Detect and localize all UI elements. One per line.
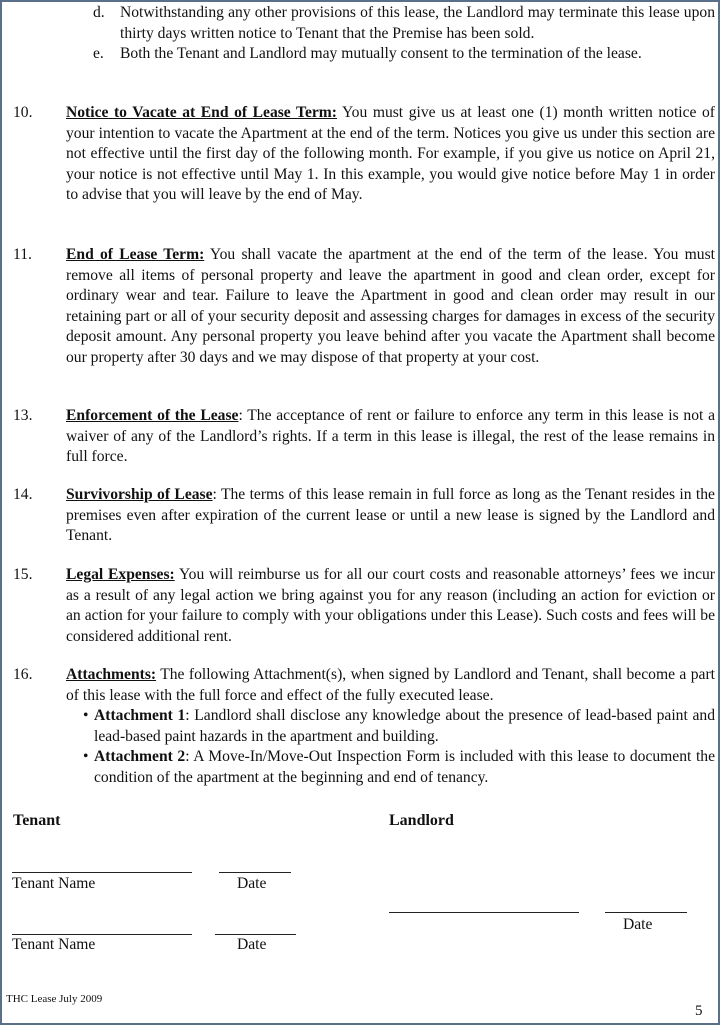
section-11 [13, 245, 715, 368]
footer-text: THC Lease July 2009 [6, 993, 103, 1005]
date-label: Date [237, 936, 267, 953]
section-10 [13, 103, 715, 206]
tenant-signature-line-1[interactable] [12, 872, 192, 873]
attachment-name: Attachment 2 [94, 748, 186, 765]
section-text: You must give us at least one (1) month written notice of your intention to vacate the Apartment at the end of the term. Notices you give us under this section are not effective until the first day of the following month. For example, if you give us notice on April 21, your notice is not effective until May 1. In this example, you would give notice before May 1 in order to advise that you will leave by the end of May. [66, 104, 715, 203]
landlord-date-line[interactable] [605, 912, 687, 913]
section-number: 11. [13, 246, 32, 263]
attachment-item [83, 706, 715, 747]
provision-text: Notwithstanding any other provisions of this lease, the Landlord may terminate this lease upon thirty days written notice to Tenant that the Premise has been sold. [120, 4, 715, 42]
landlord-heading: Landlord [389, 812, 454, 829]
section-number: 15. [13, 566, 33, 583]
section-15 [13, 565, 715, 647]
section-13 [13, 406, 715, 468]
section-14 [13, 485, 715, 547]
attachment-item [83, 747, 715, 788]
tenant-name-label: Tenant Name [12, 936, 96, 953]
provision-letter: d. [93, 4, 105, 21]
tenant-name-label: Tenant Name [12, 875, 96, 892]
section-heading: Survivorship of Lease [66, 486, 213, 503]
section-number: 16. [13, 666, 33, 683]
section-text: : The terms of this lease remain in full force as long as the Tenant resides in the premises even after expiration of the current lease or until a new lease is signed by the Landlord and Tenant. [66, 486, 715, 544]
tenant-date-line-2[interactable] [215, 934, 296, 935]
section-text: You shall vacate the apartment at the end of the term of the lease. You must remove all items of personal property and leave the apartment in good and clean order, except for ordinary wear and tear. Failure to leave the Apartment in good and clean order may result in our retaining part or all of your security deposit and assessing charges for damages in excess of the security deposit amount. Any personal property you leave behind after you vacate the Apartment shall become our property after 30 days and we may dispose of that property at your cost. [66, 246, 715, 366]
bullet-icon: • [83, 707, 89, 724]
date-label: Date [237, 875, 267, 892]
landlord-date-label: Date [623, 916, 653, 933]
tenant-signature-line-2[interactable] [12, 934, 192, 935]
attachment-text: : A Move-In/Move-Out Inspection Form is included with this lease to document the condition of the apartment at the beginning and end of tenancy. [94, 748, 716, 786]
tenant-heading: Tenant [13, 812, 61, 829]
section-number: 10. [13, 104, 33, 121]
section-number: 14. [13, 486, 33, 503]
section-heading: End of Lease Term: [66, 246, 205, 263]
section-heading: Notice to Vacate at End of Lease Term: [66, 104, 337, 121]
provision-letter: e. [93, 45, 104, 62]
section-text: You will reimburse us for all our court costs and reasonable attorneys’ fees we incur as a result of any legal action we bring against you for any reason (including an action for eviction or an action for your failure to comply with your obligations under this Lease). Such costs and fees will be considered additional rent. [66, 566, 716, 645]
provision-text: Both the Tenant and Landlord may mutually consent to the termination of the lease. [120, 45, 642, 62]
bullet-icon: • [83, 748, 89, 765]
landlord-signature-line[interactable] [389, 912, 579, 913]
section-text: : The acceptance of rent or failure to enforce any term in this lease is not a waiver of any of the Landlord’s rights. If a term in this lease is illegal, the rest of the lease remains in full force. [66, 407, 715, 465]
section-heading: Attachments: [66, 666, 157, 683]
page-number: 5 [695, 1003, 703, 1019]
attachment-text: : Landlord shall disclose any knowledge about the presence of lead-based paint and lead-based paint hazards in the apartment and building. [94, 707, 715, 745]
section-number: 13. [13, 407, 33, 424]
provision-e [93, 44, 715, 65]
tenant-date-line-1[interactable] [219, 872, 291, 873]
section-heading: Legal Expenses: [66, 566, 175, 583]
section-16 [13, 665, 715, 788]
attachment-name: Attachment 1 [94, 707, 186, 724]
provision-d [93, 3, 715, 44]
section-text: The following Attachment(s), when signed by Landlord and Tenant, shall become a part of this lease with the full force and effect of the fully executed lease. [66, 666, 715, 704]
section-heading: Enforcement of the Lease [66, 407, 239, 424]
